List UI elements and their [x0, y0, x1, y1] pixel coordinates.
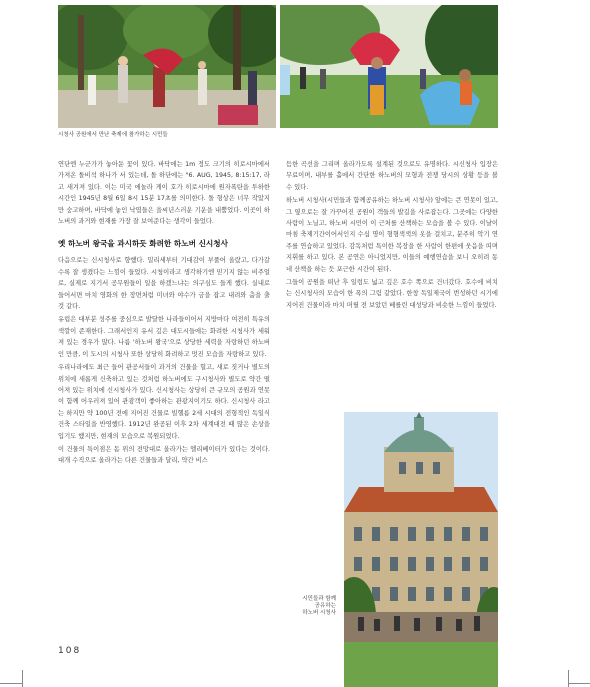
paragraph: 다음으로는 신시청사로 향했다. 밀리세부터 기대감이 부풀어 올랐고, 다가갈수록 잘 생겼다는 느낌이 들었다. 시청이라고 생각하기엔 믿기지 않는 비주얼로, 실제로 지기서 공무원들이 일을 하겠느냐는 의구심도 들게 했다. 실내로 들어서면 마치 영화의 한 장면처럼 미녀와 야수가 금을 잡고 내려와 춤을 출 것 같다.	[58, 257, 270, 311]
festival-photo-1	[58, 5, 276, 128]
crop-mark	[568, 683, 590, 684]
crop-mark	[568, 670, 569, 687]
paragraph: 하노버 시청사(시민들과 함께공유하는 하노버 시청사) 앞에는 큰 연못이 있고, 그 옆으로는 잘 가꾸어진 공원이 객들의 발길을 사로잡는다. 그곳에는 다양한 사람이 노닐고, 하노버 시민이 이 근처를 산책하는 모습을 볼 수 있다. 이날이 마침 축제기간이어서인지 수십 명이 형형색색의 옷을 걸치고, 분주히 악기 연주를 연습하고 있었다. 감독처럼 특이한 복장을 한 사람이 한편에 웃음을 띠며 지휘를 하고 있다. 본 공연은 아니었지만, 이들의 예행연습을 보니 오히려 동네 산책을 하는 듯 포근한 시간이 된다.	[286, 197, 498, 273]
festival-photo-2	[280, 5, 498, 128]
left-text-column	[58, 159, 270, 469]
town-hall-photo	[344, 412, 498, 687]
paragraph: 우리나라에도 최근 들어 관공서들이 과거의 건물을 헐고, 새로 짓거나 별도의 위치에 새롭게 신축하고 있는 것처럼 하노버에도 구시청사와 별도로 약간 떨어져 있는 위치에 신시청사가 있다. 신시청사는 상당히 큰 규모의 공원과 연못이 함께 어우러져 있어 관광객이 좋아하는 관광지이기도 하다. 신시청사 라고는 하지만 약 100년 전에 지어진 건물로 빌헬름 2세 시대의 전형적인 독일식 건축 스타일을 반영했다. 1912년 완공된 이후 2차 세계대전 때 많은 손상을 입기도 했지만, 현재의 모습으로 복원되었다.	[58, 364, 270, 440]
paragraph: 이 건물의 특이점은 돔 위의 전망대로 올라가는 엘리베이터가 있다는 것이다. 대개 수직으로 올라가는 다른 건물들과 달리, 약간 비스	[58, 445, 270, 465]
paragraph: 듬한 곡선을 그리며 올라가도록 설계된 것으로도 유명하다. 시신청사 입장은 무료이며, 내부를 홀에서 간단한 하노버의 모형과 전쟁 당시의 상황 등을 볼 수 있다.	[286, 161, 498, 191]
right-text-column	[286, 159, 498, 313]
page-number: 108	[58, 646, 82, 656]
paragraph: 그들이 공원을 떠난 후 일렁도 넓고 깊은 호수 쪽으로 건너갔다. 호수에 비치는 신시청사의 모습이 한 폭의 그림 같았다. 한창 독일제국이 번성하던 시기에 지어진 건물이라 마치 머릴 전 보았던 베를린 대성당과 비슷한 느낌이 들었다.	[286, 279, 498, 309]
crop-mark	[22, 670, 23, 687]
paragraph: 연단엔 누군가가 놓아둔 꽃이 있다. 바닥에는 1m 정도 크기의 히로시마에서 가져온 돌비석 하나가 서 있는데, 돌 하단에는 "6. AUG, 1945, 8:15:17, 라고 새겨져 있다. 이는 미국 에놀라 게이 호가 히로시마에 원자폭탄을 투하한 시간인 1945년 8월 6일 8시 15분 17초를 의미한다. 돌 형상은 너무 작았지만 숭고하며, 바닥에 놓인 낙엽들은 을씨년스러운 기운을 내뿜었다. 이곳이 하노버의 과거와 현재를 가장 잘 보여준다는 생각이 들었다.	[58, 161, 270, 226]
paragraph: 유럽은 대부분 성주를 중심으로 발달한 나라들이어서 지방마다 여전히 특유의 색깔이 존재한다. 그래서인지 유서 깊은 대도시들에는 화려한 시청사가 세워져 있는 경우가 많다. 나름 '하노버 왕국'으로 상당한 세력을 자랑하던 하노버인 만큼, 이 도시의 시청사 또한 상당히 화려하고 멋진 모습을 자랑하고 있다.	[58, 316, 270, 358]
crop-mark	[0, 683, 22, 684]
section-heading: 옛 하노버 왕국을 과시하듯 화려한 하노버 신시청사	[58, 239, 228, 249]
side-photo-caption: 시민들과 함께 공유하는 하노버 시청사	[302, 596, 336, 616]
top-photo-caption: 시청사 공원에서 만난 축제에 참가하는 시민들	[58, 132, 168, 138]
